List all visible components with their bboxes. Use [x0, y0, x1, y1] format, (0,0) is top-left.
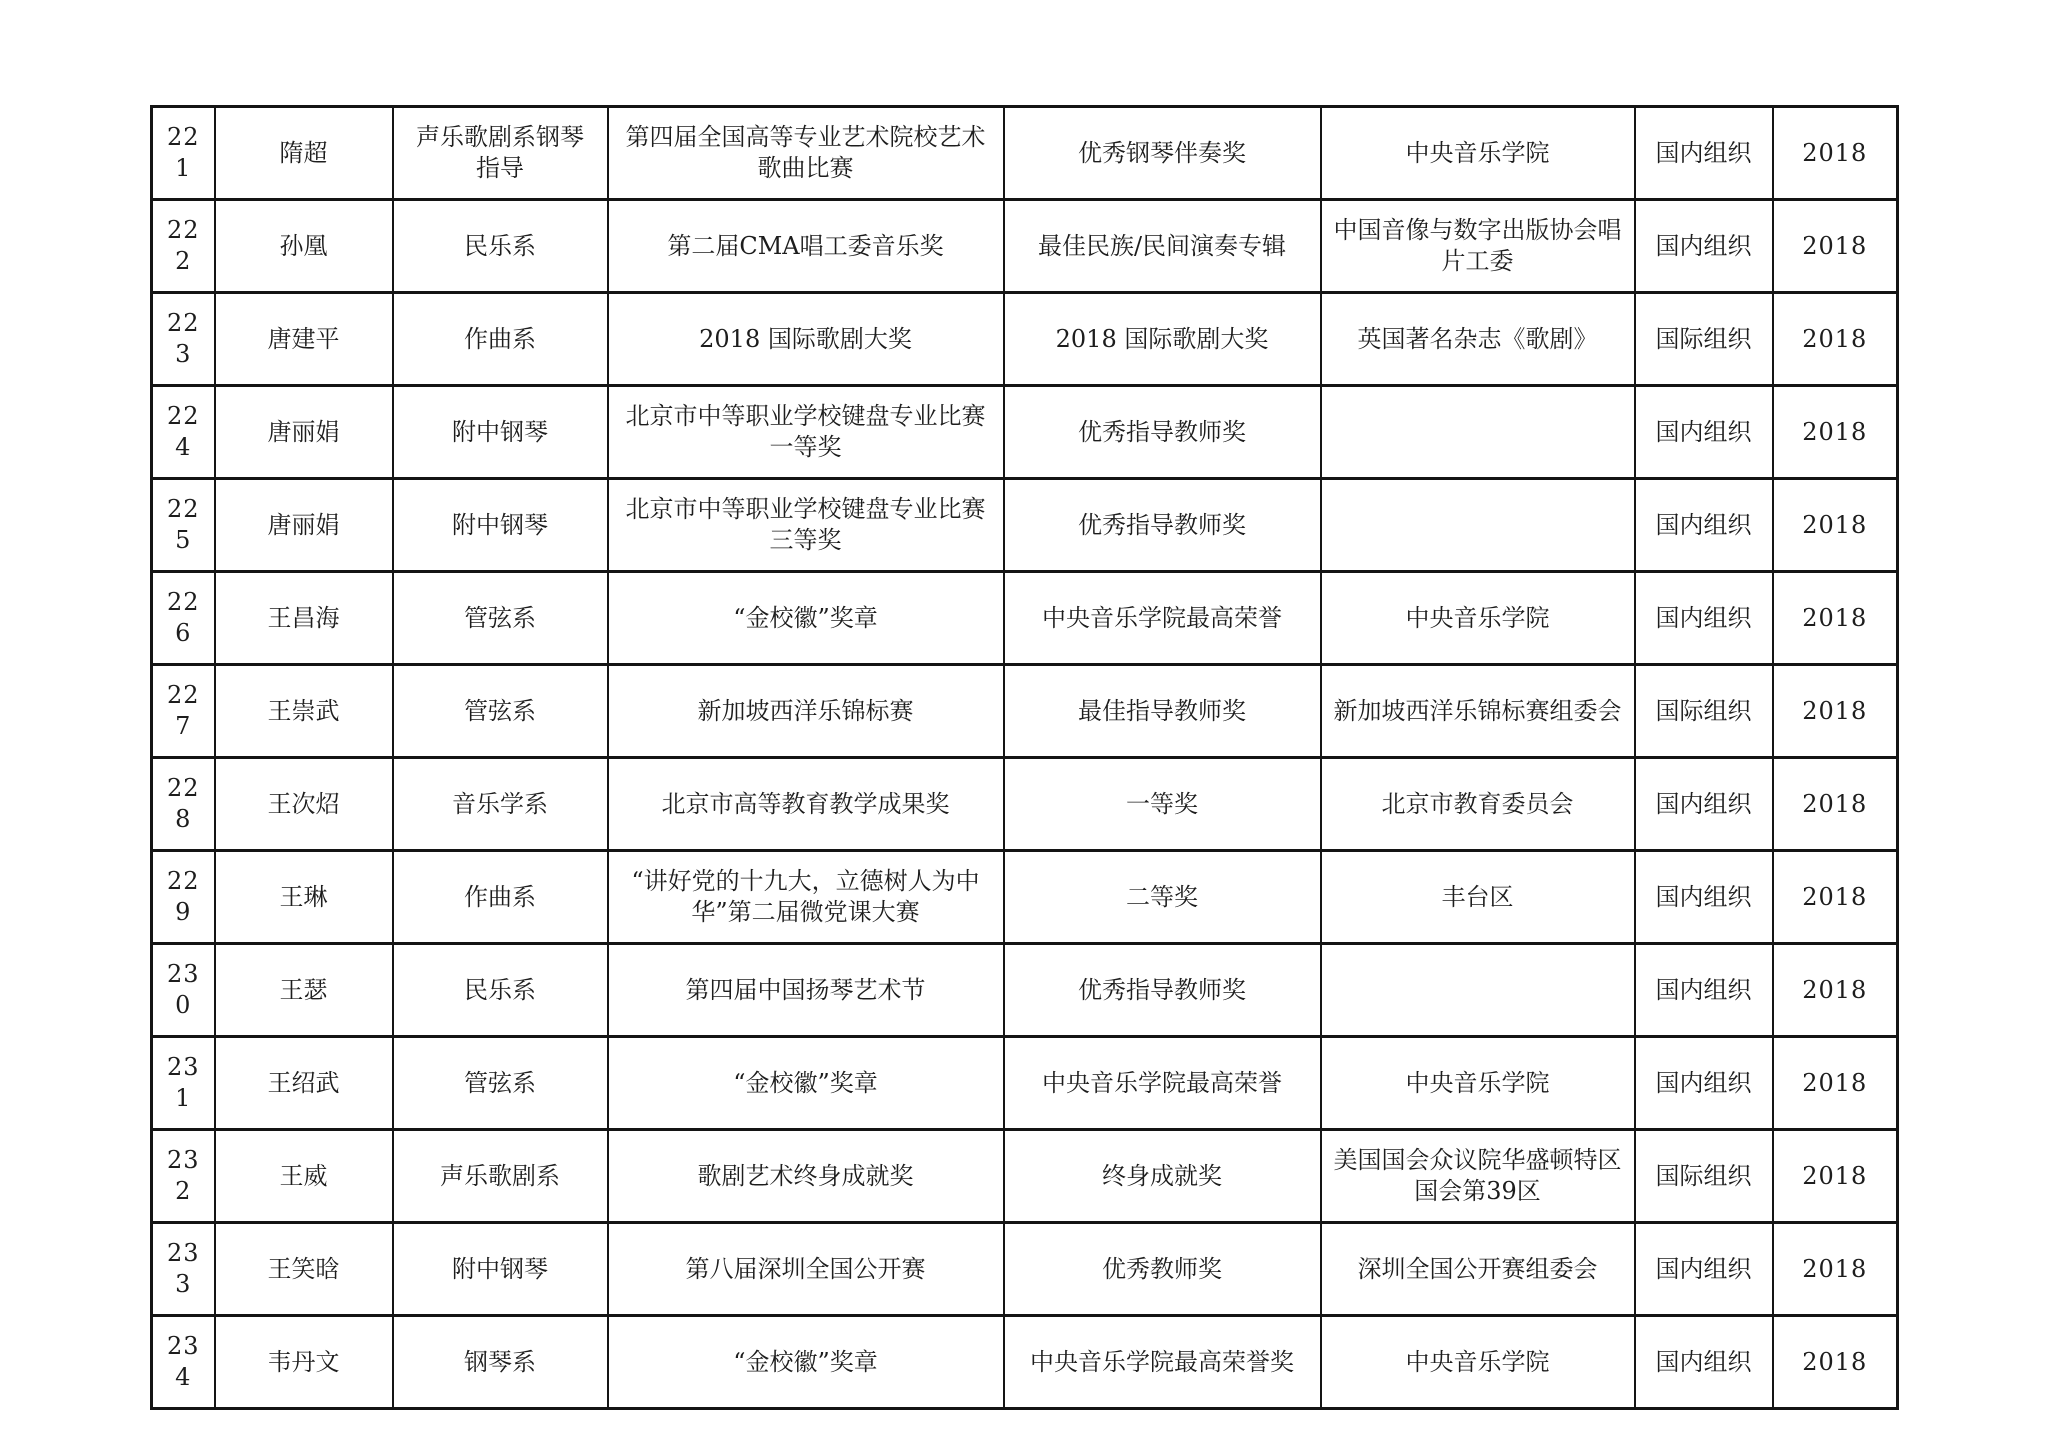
cell-org-type: 国内组织	[1635, 944, 1773, 1037]
cell-competition: “讲好党的十九大，立德树人为中华”第二届微党课大赛	[608, 851, 1004, 944]
cell-row-number: 225	[152, 479, 215, 572]
cell-competition: “金校徽”奖章	[608, 572, 1004, 665]
cell-org-type: 国际组织	[1635, 293, 1773, 386]
cell-row-number: 228	[152, 758, 215, 851]
cell-org-type: 国内组织	[1635, 1223, 1773, 1316]
cell-person-name: 王笑晗	[215, 1223, 393, 1316]
cell-person-name: 隋超	[215, 107, 393, 200]
cell-competition: 北京市高等教育教学成果奖	[608, 758, 1004, 851]
table-row	[152, 386, 1898, 479]
cell-award: 优秀指导教师奖	[1004, 386, 1321, 479]
table-row	[152, 1037, 1898, 1130]
cell-award: 优秀指导教师奖	[1004, 479, 1321, 572]
cell-competition: 第四届全国高等专业艺术院校艺术歌曲比赛	[608, 107, 1004, 200]
cell-person-name: 唐建平	[215, 293, 393, 386]
cell-department: 民乐系	[393, 944, 608, 1037]
cell-competition: 新加坡西洋乐锦标赛	[608, 665, 1004, 758]
cell-row-number: 222	[152, 200, 215, 293]
cell-org-type: 国内组织	[1635, 572, 1773, 665]
cell-award: 优秀钢琴伴奏奖	[1004, 107, 1321, 200]
cell-department: 钢琴系	[393, 1316, 608, 1409]
cell-org-type: 国际组织	[1635, 665, 1773, 758]
cell-year: 2018	[1773, 386, 1898, 479]
cell-org-type: 国内组织	[1635, 1316, 1773, 1409]
cell-issuer: 中国音像与数字出版协会唱片工委	[1321, 200, 1635, 293]
table-row	[152, 200, 1898, 293]
cell-department: 作曲系	[393, 293, 608, 386]
cell-department: 音乐学系	[393, 758, 608, 851]
cell-year: 2018	[1773, 1316, 1898, 1409]
cell-competition: 北京市中等职业学校键盘专业比赛一等奖	[608, 386, 1004, 479]
table-row	[152, 572, 1898, 665]
cell-department: 附中钢琴	[393, 386, 608, 479]
table-row	[152, 665, 1898, 758]
cell-award: 2018 国际歌剧大奖	[1004, 293, 1321, 386]
cell-issuer: 中央音乐学院	[1321, 1037, 1635, 1130]
cell-person-name: 韦丹文	[215, 1316, 393, 1409]
cell-issuer: 丰台区	[1321, 851, 1635, 944]
cell-year: 2018	[1773, 758, 1898, 851]
cell-department: 民乐系	[393, 200, 608, 293]
cell-year: 2018	[1773, 851, 1898, 944]
cell-competition: 第八届深圳全国公开赛	[608, 1223, 1004, 1316]
cell-org-type: 国内组织	[1635, 200, 1773, 293]
cell-competition: “金校徽”奖章	[608, 1037, 1004, 1130]
cell-award: 中央音乐学院最高荣誉	[1004, 572, 1321, 665]
cell-department: 管弦系	[393, 572, 608, 665]
awards-table	[150, 105, 1899, 1410]
table-row	[152, 1130, 1898, 1223]
table-row	[152, 1316, 1898, 1409]
cell-row-number: 230	[152, 944, 215, 1037]
cell-issuer: 北京市教育委员会	[1321, 758, 1635, 851]
cell-department: 作曲系	[393, 851, 608, 944]
cell-issuer	[1321, 386, 1635, 479]
cell-year: 2018	[1773, 1130, 1898, 1223]
cell-org-type: 国内组织	[1635, 386, 1773, 479]
cell-row-number: 224	[152, 386, 215, 479]
cell-department: 声乐歌剧系	[393, 1130, 608, 1223]
cell-year: 2018	[1773, 1037, 1898, 1130]
awards-table-body	[152, 107, 1898, 1409]
cell-person-name: 王绍武	[215, 1037, 393, 1130]
cell-org-type: 国内组织	[1635, 758, 1773, 851]
cell-person-name: 王瑟	[215, 944, 393, 1037]
cell-competition: 第二届CMA唱工委音乐奖	[608, 200, 1004, 293]
cell-issuer: 中央音乐学院	[1321, 572, 1635, 665]
cell-row-number: 233	[152, 1223, 215, 1316]
table-row	[152, 758, 1898, 851]
cell-row-number: 221	[152, 107, 215, 200]
cell-row-number: 227	[152, 665, 215, 758]
cell-competition: 2018 国际歌剧大奖	[608, 293, 1004, 386]
table-row	[152, 479, 1898, 572]
cell-person-name: 王威	[215, 1130, 393, 1223]
cell-person-name: 王崇武	[215, 665, 393, 758]
cell-competition: 北京市中等职业学校键盘专业比赛三等奖	[608, 479, 1004, 572]
cell-award: 优秀教师奖	[1004, 1223, 1321, 1316]
cell-competition: “金校徽”奖章	[608, 1316, 1004, 1409]
cell-department: 管弦系	[393, 665, 608, 758]
cell-org-type: 国内组织	[1635, 1037, 1773, 1130]
cell-org-type: 国内组织	[1635, 851, 1773, 944]
cell-row-number: 231	[152, 1037, 215, 1130]
cell-issuer: 英国著名杂志《歌剧》	[1321, 293, 1635, 386]
cell-year: 2018	[1773, 107, 1898, 200]
cell-row-number: 229	[152, 851, 215, 944]
table-row	[152, 1223, 1898, 1316]
cell-issuer	[1321, 944, 1635, 1037]
cell-person-name: 王琳	[215, 851, 393, 944]
cell-issuer: 新加坡西洋乐锦标赛组委会	[1321, 665, 1635, 758]
cell-award: 中央音乐学院最高荣誉奖	[1004, 1316, 1321, 1409]
cell-issuer: 美国国会众议院华盛顿特区国会第39区	[1321, 1130, 1635, 1223]
cell-row-number: 234	[152, 1316, 215, 1409]
cell-award: 最佳民族/民间演奏专辑	[1004, 200, 1321, 293]
cell-year: 2018	[1773, 293, 1898, 386]
table-row	[152, 107, 1898, 200]
cell-row-number: 232	[152, 1130, 215, 1223]
cell-org-type: 国际组织	[1635, 1130, 1773, 1223]
cell-issuer	[1321, 479, 1635, 572]
cell-person-name: 王次炤	[215, 758, 393, 851]
cell-award: 一等奖	[1004, 758, 1321, 851]
cell-competition: 歌剧艺术终身成就奖	[608, 1130, 1004, 1223]
cell-year: 2018	[1773, 1223, 1898, 1316]
cell-org-type: 国内组织	[1635, 479, 1773, 572]
cell-person-name: 孙凰	[215, 200, 393, 293]
cell-department: 附中钢琴	[393, 1223, 608, 1316]
cell-row-number: 223	[152, 293, 215, 386]
cell-year: 2018	[1773, 200, 1898, 293]
cell-year: 2018	[1773, 572, 1898, 665]
cell-year: 2018	[1773, 944, 1898, 1037]
cell-award: 优秀指导教师奖	[1004, 944, 1321, 1037]
cell-department: 管弦系	[393, 1037, 608, 1130]
cell-award: 终身成就奖	[1004, 1130, 1321, 1223]
cell-issuer: 中央音乐学院	[1321, 1316, 1635, 1409]
cell-year: 2018	[1773, 479, 1898, 572]
cell-award: 二等奖	[1004, 851, 1321, 944]
table-row	[152, 851, 1898, 944]
cell-year: 2018	[1773, 665, 1898, 758]
cell-person-name: 王昌海	[215, 572, 393, 665]
cell-row-number: 226	[152, 572, 215, 665]
table-row	[152, 944, 1898, 1037]
cell-competition: 第四届中国扬琴艺术节	[608, 944, 1004, 1037]
cell-department: 附中钢琴	[393, 479, 608, 572]
cell-issuer: 中央音乐学院	[1321, 107, 1635, 200]
cell-issuer: 深圳全国公开赛组委会	[1321, 1223, 1635, 1316]
cell-org-type: 国内组织	[1635, 107, 1773, 200]
table-row	[152, 293, 1898, 386]
cell-award: 最佳指导教师奖	[1004, 665, 1321, 758]
cell-person-name: 唐丽娟	[215, 386, 393, 479]
cell-department: 声乐歌剧系钢琴指导	[393, 107, 608, 200]
cell-award: 中央音乐学院最高荣誉	[1004, 1037, 1321, 1130]
cell-person-name: 唐丽娟	[215, 479, 393, 572]
